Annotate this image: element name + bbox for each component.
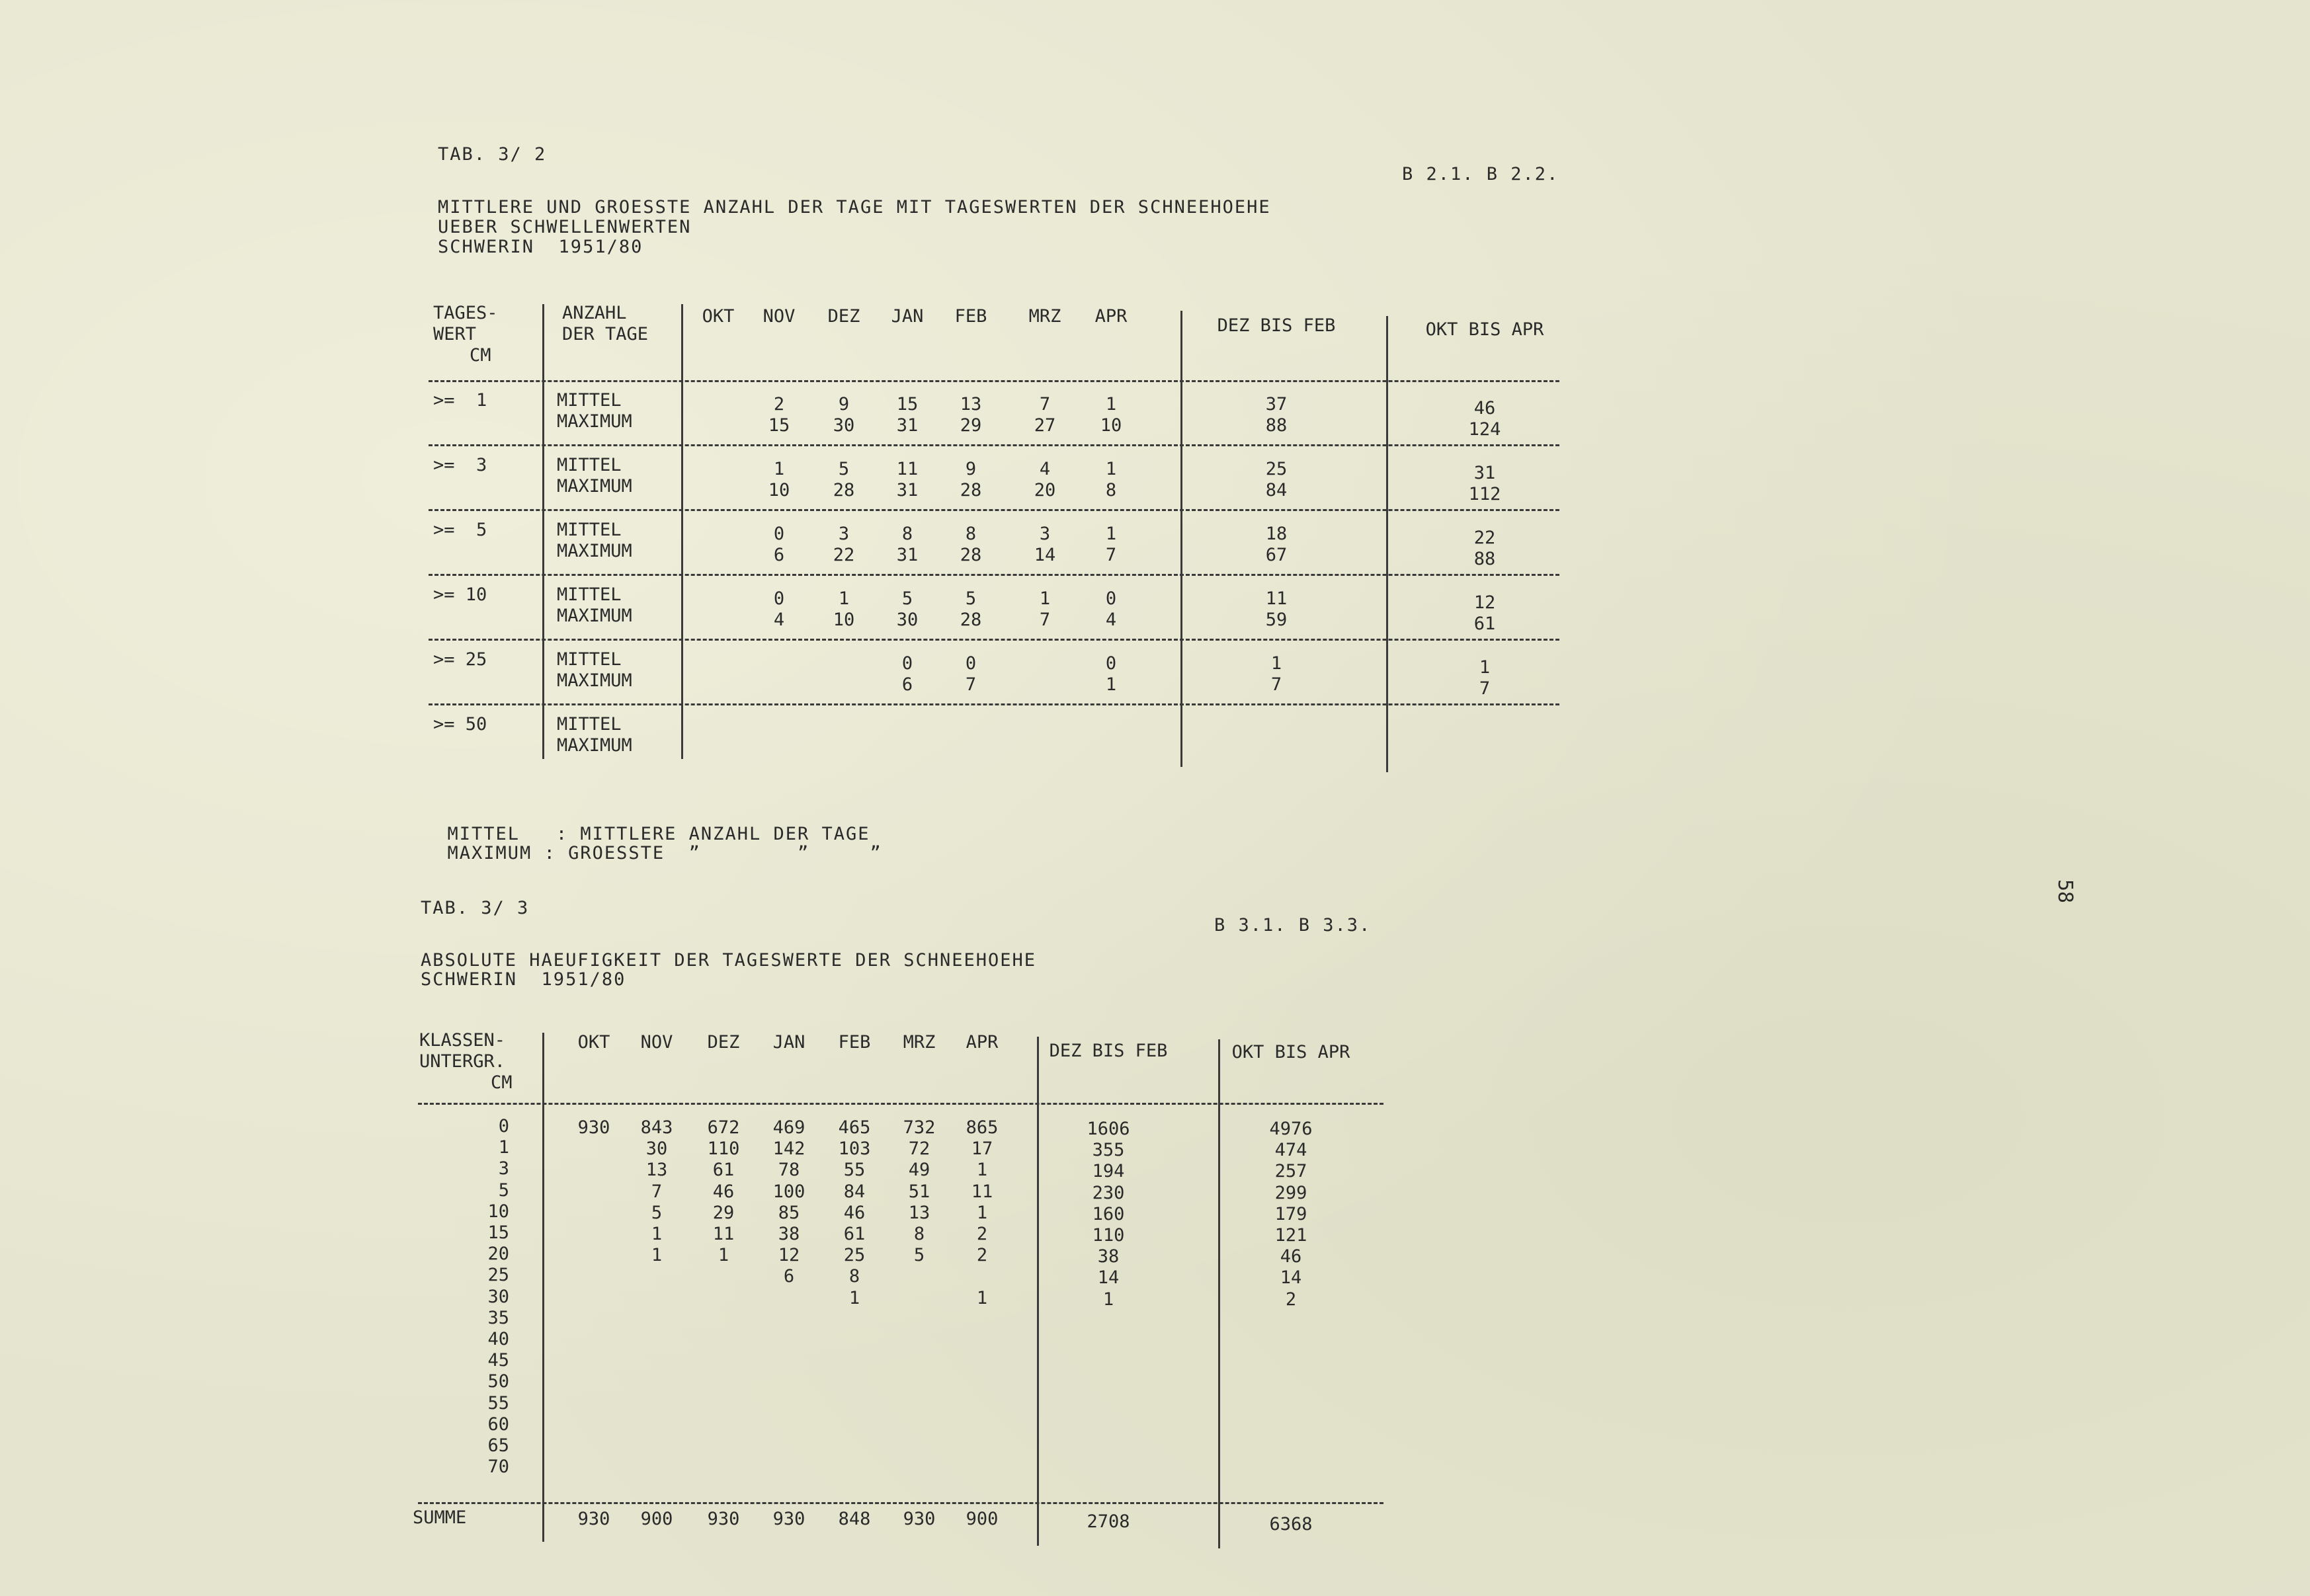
header-month-jan: JAN xyxy=(772,1032,805,1053)
cell-okt-apr: 299 xyxy=(1274,1182,1307,1203)
table2-title-line-1: ABSOLUTE HAEUFIGKEIT DER TAGESWERTE DER SCHNEEHOEHE xyxy=(421,950,1037,971)
header-dez-bis-feb: DEZ BIS FEB xyxy=(1217,315,1336,336)
row-label-mittel: MITTEL xyxy=(557,584,622,605)
table-cell: 6 xyxy=(773,545,785,565)
table-cell: 14 xyxy=(1034,545,1056,565)
table-cell: 28 xyxy=(960,545,982,565)
table-cell: 1 xyxy=(1039,588,1051,609)
table-cell: 469 xyxy=(772,1117,805,1138)
group-rule xyxy=(429,509,1559,511)
divider-anzahl xyxy=(681,304,683,759)
header-okt-bis-apr: OKT BIS APR xyxy=(1425,319,1544,340)
table-cell: 28 xyxy=(833,480,855,500)
threshold-label: >= 1 xyxy=(433,390,487,411)
header-rule xyxy=(429,380,1559,382)
table-cell: 51 xyxy=(908,1181,930,1202)
table-cell: 10 xyxy=(768,480,790,500)
header-anzahl: ANZAHL xyxy=(562,303,627,323)
cell-okt-apr: 14 xyxy=(1280,1267,1302,1289)
table-cell: 0 xyxy=(773,588,785,609)
table-cell: 4 xyxy=(1105,610,1117,630)
cell-dez-feb: 194 xyxy=(1092,1161,1125,1182)
cell-okt-apr: 257 xyxy=(1274,1161,1307,1182)
class-lower-bound: 45 xyxy=(487,1350,509,1371)
class-lower-bound: 10 xyxy=(487,1201,509,1222)
table-cell: 31 xyxy=(896,545,919,565)
header-month-mrz: MRZ xyxy=(1028,306,1061,327)
table-cell: 1 xyxy=(848,1287,860,1308)
summe-cell: 930 xyxy=(772,1509,805,1529)
table-cell: 5 xyxy=(838,459,850,479)
threshold-label: >= 3 xyxy=(433,455,487,475)
table-cell: 3 xyxy=(838,524,850,544)
table-cell: 29 xyxy=(960,415,982,436)
table-cell: 31 xyxy=(896,480,919,500)
table-cell: 8 xyxy=(965,524,977,544)
header-tageswert: CM xyxy=(470,345,491,366)
table-cell: 2 xyxy=(976,1245,988,1266)
header-rule xyxy=(418,1103,1383,1105)
cell-dez-feb: 37 xyxy=(1265,394,1288,415)
cell-dez-feb: 67 xyxy=(1265,545,1288,565)
header-tageswert: WERT xyxy=(433,324,477,344)
table-cell: 5 xyxy=(651,1202,663,1223)
cell-okt-apr: 4976 xyxy=(1269,1119,1313,1139)
class-lower-bound: 15 xyxy=(487,1222,509,1243)
row-label-maximum: MAXIMUM xyxy=(557,541,632,561)
table-cell: 7 xyxy=(1105,545,1117,565)
group-rule xyxy=(429,444,1559,446)
table-cell: 6 xyxy=(901,674,913,695)
table-cell: 11 xyxy=(971,1181,993,1202)
header-month-feb: FEB xyxy=(954,306,987,327)
row-label-mittel: MITTEL xyxy=(557,649,622,670)
class-lower-bound: 65 xyxy=(487,1435,509,1456)
table-cell: 1 xyxy=(1105,524,1117,544)
header-klassen: KLASSEN- xyxy=(419,1030,506,1051)
class-lower-bound: 20 xyxy=(487,1244,509,1265)
row-label-mittel: MITTEL xyxy=(557,714,622,735)
table-cell: 142 xyxy=(772,1138,805,1160)
table-cell: 38 xyxy=(778,1224,800,1244)
header-klassen: CM xyxy=(491,1072,513,1093)
table-cell: 8 xyxy=(901,524,913,544)
table-cell: 17 xyxy=(971,1138,993,1160)
threshold-label: >= 50 xyxy=(433,714,487,735)
header-month-dez: DEZ xyxy=(827,306,860,327)
class-lower-bound: 60 xyxy=(487,1414,509,1435)
group-rule xyxy=(429,703,1559,705)
header-month-okt: OKT xyxy=(577,1032,610,1053)
cell-okt-apr: 474 xyxy=(1274,1140,1307,1161)
header-month-jan: JAN xyxy=(891,306,924,327)
table-cell: 29 xyxy=(712,1202,735,1223)
cell-okt-apr: 46 xyxy=(1280,1246,1302,1267)
table2-label: TAB. 3/ 3 xyxy=(421,898,530,918)
table-cell: 15 xyxy=(896,394,919,415)
class-lower-bound: 70 xyxy=(487,1456,509,1478)
table-cell: 13 xyxy=(908,1202,930,1223)
table-cell: 30 xyxy=(645,1138,668,1160)
group-rule xyxy=(429,639,1559,641)
table2-title-line-2: SCHWERIN 1951/80 xyxy=(421,969,626,990)
cell-okt-apr: 12 xyxy=(1473,592,1496,613)
header-month-feb: FEB xyxy=(838,1032,871,1053)
table-cell: 31 xyxy=(896,415,919,436)
table-cell: 100 xyxy=(772,1181,805,1202)
group-rule xyxy=(429,574,1559,576)
cell-dez-feb: 88 xyxy=(1265,415,1288,436)
class-lower-bound: 25 xyxy=(487,1265,509,1286)
threshold-label: >= 25 xyxy=(433,649,487,670)
class-lower-bound: 35 xyxy=(487,1307,509,1328)
table-cell: 22 xyxy=(833,545,855,565)
class-lower-bound: 3 xyxy=(498,1158,509,1179)
cell-okt-apr: 88 xyxy=(1473,549,1496,569)
table-cell: 465 xyxy=(838,1117,871,1138)
cell-dez-feb: 11 xyxy=(1265,588,1288,609)
legend-term: MAXIMUM xyxy=(447,843,532,863)
table-cell: 7 xyxy=(1039,610,1051,630)
class-lower-bound: 30 xyxy=(487,1286,509,1307)
table-cell: 13 xyxy=(645,1160,668,1181)
summe-rule xyxy=(418,1502,1383,1504)
divider-dez-feb xyxy=(1218,1039,1220,1548)
cell-dez-feb: 1606 xyxy=(1087,1119,1130,1139)
page-number: 58 xyxy=(2053,879,2077,904)
divider-months xyxy=(1037,1037,1039,1546)
table-cell: 672 xyxy=(707,1117,740,1138)
summe-dez-feb: 2708 xyxy=(1087,1511,1130,1532)
table-cell: 0 xyxy=(901,653,913,674)
header-month-apr: APR xyxy=(966,1032,999,1053)
table-cell: 20 xyxy=(1034,480,1056,500)
class-lower-bound: 0 xyxy=(498,1116,509,1137)
table1-legend-maximum xyxy=(423,822,882,863)
table-cell: 28 xyxy=(960,610,982,630)
cell-okt-apr: 31 xyxy=(1473,463,1496,483)
table-cell: 0 xyxy=(965,653,977,674)
table-cell: 11 xyxy=(896,459,919,479)
table-cell: 0 xyxy=(773,524,785,544)
table-cell: 72 xyxy=(908,1138,930,1160)
cell-dez-feb: 84 xyxy=(1265,480,1288,500)
row-label-mittel: MITTEL xyxy=(557,390,622,411)
header-okt-bis-apr: OKT BIS APR xyxy=(1231,1042,1350,1062)
table2-reference: B 3.1. B 3.3. xyxy=(1214,915,1372,936)
table-cell: 1 xyxy=(773,459,785,479)
table-cell: 46 xyxy=(712,1181,735,1202)
cell-okt-apr: 1 xyxy=(1479,657,1491,678)
cell-okt-apr: 7 xyxy=(1479,678,1491,699)
row-label-maximum: MAXIMUM xyxy=(557,735,632,756)
table-cell: 8 xyxy=(1105,480,1117,500)
cell-okt-apr: 124 xyxy=(1468,419,1501,440)
class-lower-bound: 40 xyxy=(487,1329,509,1349)
table-cell: 7 xyxy=(651,1181,663,1202)
header-tageswert: TAGES- xyxy=(433,303,498,323)
table-cell: 843 xyxy=(640,1117,673,1138)
cell-dez-feb: 25 xyxy=(1265,459,1288,479)
table-cell: 55 xyxy=(843,1160,866,1181)
table-cell: 6 xyxy=(783,1266,795,1287)
table-cell: 9 xyxy=(838,394,850,415)
table-cell: 61 xyxy=(843,1224,866,1244)
divider-months xyxy=(1180,311,1182,767)
table-cell: 84 xyxy=(843,1181,866,1202)
table1-title-line-2: UEBER SCHWELLENWERTEN xyxy=(438,217,692,237)
summe-okt-apr: 6368 xyxy=(1269,1514,1313,1535)
class-lower-bound: 55 xyxy=(487,1392,509,1414)
table-cell: 0 xyxy=(1105,588,1117,609)
table-cell: 5 xyxy=(901,588,913,609)
row-label-mittel: MITTEL xyxy=(557,455,622,475)
header-month-apr: APR xyxy=(1094,306,1128,327)
row-label-maximum: MAXIMUM xyxy=(557,606,632,626)
table-cell: 28 xyxy=(960,480,982,500)
cell-dez-feb: 18 xyxy=(1265,524,1288,544)
header-month-nov: NOV xyxy=(763,306,796,327)
table-cell: 7 xyxy=(965,674,977,695)
table-cell: 1 xyxy=(976,1287,988,1308)
table1-title-line-3: SCHWERIN 1951/80 xyxy=(438,237,643,257)
cell-dez-feb: 14 xyxy=(1097,1267,1120,1289)
row-label-maximum: MAXIMUM xyxy=(557,411,632,432)
divider-klassen xyxy=(542,1033,544,1542)
threshold-label: >= 5 xyxy=(433,520,487,540)
table-cell: 4 xyxy=(773,610,785,630)
table-cell: 1 xyxy=(976,1202,988,1223)
summe-cell: 848 xyxy=(838,1509,871,1529)
cell-dez-feb: 1 xyxy=(1270,653,1282,674)
table-cell: 3 xyxy=(1039,524,1051,544)
header-klassen: UNTERGR. xyxy=(419,1051,506,1072)
table-cell: 110 xyxy=(707,1138,740,1160)
table-cell: 25 xyxy=(843,1245,866,1266)
table-cell: 0 xyxy=(1105,653,1117,674)
divider-tageswert xyxy=(542,304,544,759)
cell-dez-feb: 355 xyxy=(1092,1140,1125,1161)
summe-cell: 930 xyxy=(707,1509,740,1529)
table-cell: 61 xyxy=(712,1160,735,1181)
cell-dez-feb: 160 xyxy=(1092,1203,1125,1224)
legend-term: MITTEL xyxy=(447,824,520,844)
cell-okt-apr: 46 xyxy=(1473,398,1496,419)
table-cell: 930 xyxy=(577,1117,610,1138)
table-cell: 732 xyxy=(903,1117,936,1138)
cell-dez-feb: 38 xyxy=(1097,1246,1120,1267)
row-label-maximum: MAXIMUM xyxy=(557,476,632,497)
cell-dez-feb: 7 xyxy=(1270,674,1282,695)
cell-okt-apr: 22 xyxy=(1473,528,1496,548)
table-cell: 1 xyxy=(718,1245,729,1266)
summe-label: SUMME xyxy=(413,1507,467,1528)
threshold-label: >= 10 xyxy=(433,584,487,605)
cell-okt-apr: 179 xyxy=(1274,1203,1307,1224)
table-cell: 1 xyxy=(651,1245,663,1266)
cell-okt-apr: 2 xyxy=(1285,1289,1297,1310)
legend-text: MITTLERE ANZAHL DER TAGE xyxy=(580,824,870,844)
table-cell: 11 xyxy=(712,1224,735,1244)
table-cell: 85 xyxy=(778,1202,800,1223)
class-lower-bound: 5 xyxy=(498,1179,509,1201)
header-dez-bis-feb: DEZ BIS FEB xyxy=(1049,1041,1168,1061)
table-cell: 12 xyxy=(778,1245,800,1266)
table-cell: 8 xyxy=(848,1266,860,1287)
legend-sep: : xyxy=(556,824,569,844)
table-cell: 1 xyxy=(651,1224,663,1244)
table1-reference: B 2.1. B 2.2. xyxy=(1402,164,1559,184)
table-cell: 49 xyxy=(908,1160,930,1181)
table-cell: 1 xyxy=(1105,674,1117,695)
cell-dez-feb: 110 xyxy=(1092,1225,1125,1246)
table-cell: 9 xyxy=(965,459,977,479)
table-cell: 5 xyxy=(965,588,977,609)
header-month-dez: DEZ xyxy=(707,1032,740,1053)
row-label-mittel: MITTEL xyxy=(557,520,622,540)
table-cell: 1 xyxy=(976,1160,988,1181)
table-cell: 1 xyxy=(838,588,850,609)
table-cell: 30 xyxy=(833,415,855,436)
table-cell: 2 xyxy=(976,1224,988,1244)
table-cell: 46 xyxy=(843,1202,866,1223)
table-cell: 4 xyxy=(1039,459,1051,479)
header-month-nov: NOV xyxy=(640,1032,673,1053)
table-cell: 13 xyxy=(960,394,982,415)
table1-label: TAB. 3/ 2 xyxy=(438,144,547,165)
table-cell: 1 xyxy=(1105,459,1117,479)
table-cell: 8 xyxy=(913,1224,925,1244)
table-cell: 10 xyxy=(833,610,855,630)
header-month-okt: OKT xyxy=(702,306,735,327)
table-cell: 2 xyxy=(773,394,785,415)
table-cell: 865 xyxy=(966,1117,999,1138)
summe-cell: 900 xyxy=(640,1509,673,1529)
table-cell: 30 xyxy=(896,610,919,630)
summe-cell: 930 xyxy=(903,1509,936,1529)
table-cell: 78 xyxy=(778,1160,800,1181)
table-cell: 27 xyxy=(1034,415,1056,436)
table-cell: 7 xyxy=(1039,394,1051,415)
table-cell: 15 xyxy=(768,415,790,436)
cell-okt-apr: 121 xyxy=(1274,1225,1307,1246)
header-month-mrz: MRZ xyxy=(903,1032,936,1053)
summe-cell: 930 xyxy=(577,1509,610,1529)
legend-text: GROESSTE ” ” ” xyxy=(568,843,882,863)
table-cell: 10 xyxy=(1100,415,1122,436)
header-anzahl: DER TAGE xyxy=(562,324,649,344)
cell-dez-feb: 1 xyxy=(1102,1289,1114,1310)
row-label-maximum: MAXIMUM xyxy=(557,670,632,691)
class-lower-bound: 1 xyxy=(498,1137,509,1158)
class-lower-bound: 50 xyxy=(487,1371,509,1392)
table-cell: 5 xyxy=(913,1245,925,1266)
cell-okt-apr: 61 xyxy=(1473,614,1496,634)
table1-title-line-1: MITTLERE UND GROESSTE ANZAHL DER TAGE MIT TAGESWERTEN DER SCHNEEHOEHE xyxy=(438,197,1271,218)
summe-cell: 900 xyxy=(966,1509,999,1529)
cell-okt-apr: 112 xyxy=(1468,484,1501,504)
cell-dez-feb: 230 xyxy=(1092,1182,1125,1203)
table-cell: 103 xyxy=(838,1138,871,1160)
table-cell: 1 xyxy=(1105,394,1117,415)
legend-sep: : xyxy=(544,843,556,863)
cell-dez-feb: 59 xyxy=(1265,610,1288,630)
